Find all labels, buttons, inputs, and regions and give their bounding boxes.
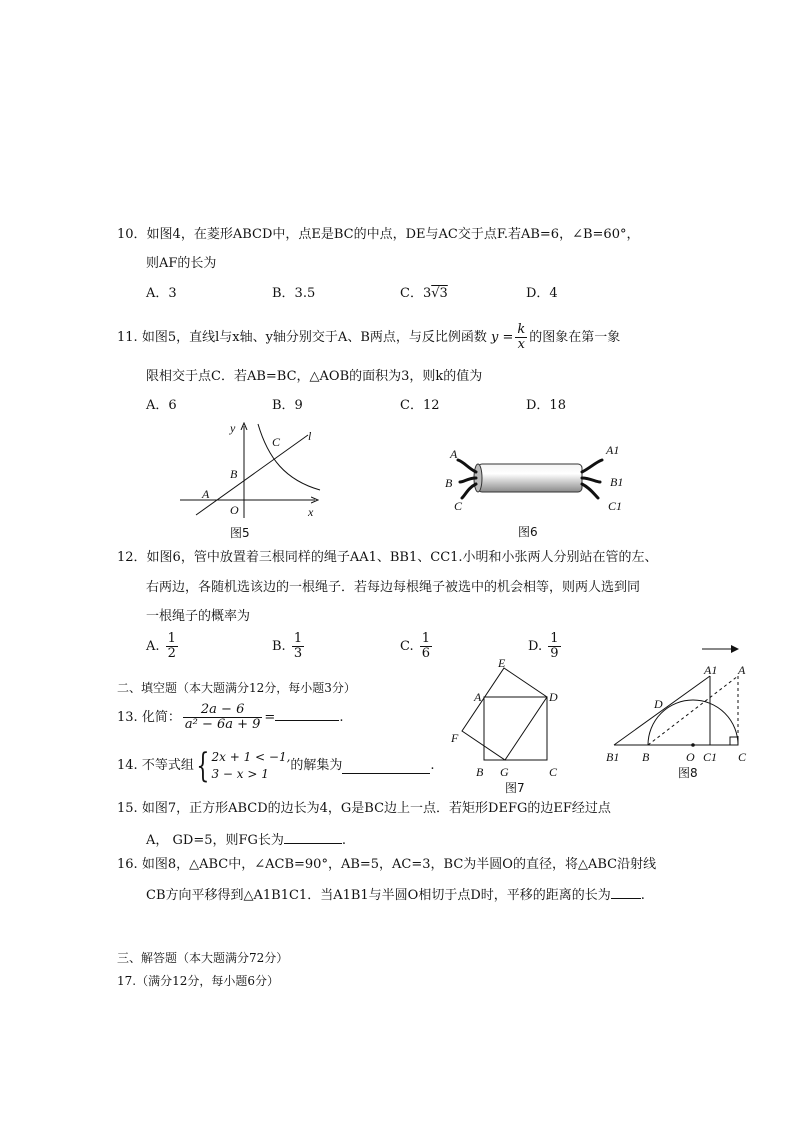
fig8-label-c: C — [738, 750, 747, 764]
q10-line1 — [117, 226, 639, 244]
q16-text-line2: CB方向平移得到△A1B1C1．当A1B1与半圆O相切于点D时，平移的距离的长为 — [146, 888, 611, 903]
q12-option-d-label: D. — [528, 639, 543, 654]
fig6-caption: 图6 — [518, 525, 538, 539]
fig8-right-angle — [730, 737, 738, 745]
q13-line — [117, 703, 343, 732]
q12-option-a — [146, 632, 180, 661]
fig5-label-l: l — [308, 429, 312, 443]
q13-frac-den: a² − 6a + 9 — [184, 717, 261, 732]
fig7-label-d: D — [549, 690, 558, 704]
q15-end: . — [341, 833, 347, 848]
fig8-caption: 图8 — [678, 766, 698, 780]
fig5-label-y: y — [230, 421, 236, 435]
fig8-label-c1: C1 — [703, 750, 718, 764]
q15-answer-blank[interactable] — [284, 829, 342, 844]
fig8-label-o: O — [686, 750, 695, 764]
fig8-label-a: A — [738, 663, 746, 677]
fig5-line-l — [196, 435, 308, 515]
figure-7 — [448, 655, 568, 795]
q11-option-a: A．6 — [146, 398, 177, 413]
fig6-label-a: A — [450, 447, 458, 461]
fig6-label-b: B — [445, 476, 453, 490]
q16-number: 16. — [117, 857, 138, 872]
q13-text: 化简： — [141, 710, 181, 725]
fig8-label-d: D — [654, 697, 663, 711]
q11-text-c: 的图象在第一象 — [529, 330, 621, 345]
fig5-label-x: x — [308, 505, 314, 519]
q10-option-c — [400, 285, 448, 303]
q15-line1 — [117, 800, 611, 818]
fig7-rectangle-defg — [462, 668, 547, 760]
q12-number: 12． — [117, 550, 147, 565]
q12-option-b-den: 3 — [293, 646, 303, 661]
fig6-label-b1: B1 — [610, 475, 624, 489]
q12-option-a-frac — [166, 632, 178, 661]
q12-option-d-den: 9 — [550, 646, 559, 661]
q12-option-d-num: 1 — [550, 631, 559, 646]
q11-option-d: D．18 — [526, 398, 566, 413]
q11-option-b: B．9 — [272, 398, 303, 413]
q12-text-line1: 如图6，管中放置着三根同样的绳子AA1、BB1、CC1.小明和小张两人分别站在管的左、 — [146, 550, 658, 565]
q11-text-a: 如图5，直线l与x轴、y轴分别交于A、B两点，与反比例函数 — [141, 330, 487, 345]
q12-option-b-label: B. — [272, 639, 286, 654]
q15-line2 — [146, 829, 346, 850]
q12-line2: 右两边，各随机选该边的一根绳子．若每边每根绳子被选中的机会相等，则两人选到同 — [146, 580, 641, 595]
q11-line2: 限相交于点C．若AB=BC，△AOB的面积为3，则k的值为 — [146, 369, 483, 384]
fig7-label-f: F — [451, 731, 459, 745]
fig7-label-e: E — [498, 656, 506, 670]
q14-answer-blank[interactable] — [342, 759, 430, 774]
fig7-label-a: A — [474, 690, 482, 704]
q11-number: 11. — [117, 330, 138, 345]
q12-option-c — [400, 632, 434, 661]
q16-answer-blank[interactable] — [611, 884, 641, 899]
q11-line1 — [117, 323, 620, 352]
fig7-label-c: C — [549, 765, 558, 779]
q15-text-line1: 如图7，正方形ABCD的边长为4，G是BC边上一点．若矩形DEFG的边EF经过点 — [141, 801, 611, 816]
fig8-label-b1: B1 — [606, 750, 620, 764]
q14-end2: . — [430, 758, 435, 773]
q12-line1 — [117, 549, 658, 567]
q11-option-c: C．12 — [400, 398, 440, 413]
q12-line3: 一根绳子的概率为 — [146, 609, 251, 624]
fig6-label-a1: A1 — [606, 443, 620, 457]
fig7-square-abcd — [484, 697, 547, 760]
q12-option-a-den: 2 — [167, 646, 176, 661]
fig5-label-c: C — [272, 435, 281, 449]
q10-option-a: A．3 — [146, 286, 177, 301]
q10-text-line1: 如图4，在菱形ABCD中，点E是BC的中点，DE与AC交于点F.若AB=6，∠B=60°， — [146, 227, 640, 242]
fig6-label-c1: C1 — [608, 499, 623, 513]
fig7-label-b: B — [476, 765, 484, 779]
q10-line2: 则AF的长为 — [146, 256, 217, 271]
q14-text: 不等式组 — [141, 758, 194, 773]
fig8-label-b: B — [642, 750, 650, 764]
q12-option-a-num: 1 — [167, 631, 176, 646]
q11-frac-den: x — [517, 337, 525, 352]
q10-option-c-sqrt: √3 — [431, 286, 448, 301]
q16-line2 — [146, 884, 645, 905]
q14-row1: 2x + 1 < −1, — [211, 750, 291, 764]
fig5-label-a: A — [202, 487, 210, 501]
q10-option-c-label: C．3 — [400, 286, 432, 301]
q11-fraction — [515, 323, 527, 352]
q14-brace: { — [196, 746, 210, 786]
fig8-label-a1: A1 — [704, 663, 718, 677]
q11-y-eq: y = — [491, 330, 514, 345]
fig6-tube — [478, 464, 582, 492]
q12-option-b-num: 1 — [293, 631, 303, 646]
figure-5 — [170, 418, 330, 543]
q13-answer-blank[interactable] — [275, 706, 339, 721]
q12-option-c-frac — [420, 632, 432, 661]
q12-option-b — [272, 632, 306, 661]
q10-option-b: B．3.5 — [272, 286, 316, 301]
section2-heading: 二、填空题（本大题满分12分，每小题3分） — [117, 681, 356, 695]
q16-text-line1: 如图8，△ABC中，∠ACB=90°，AB=5，AC=3，BC为半圆O的直径，将△ABC沿射线 — [141, 857, 657, 872]
q16-end: . — [640, 888, 645, 903]
q14-number: 14. — [117, 758, 138, 773]
q13-end: . — [339, 710, 344, 725]
q14-line — [117, 746, 435, 786]
q14-system — [211, 749, 290, 783]
q14-end1: 的解集为 — [290, 758, 343, 773]
q13-eq: = — [264, 710, 276, 725]
q12-option-a-label: A. — [146, 639, 160, 654]
section3-heading: 三、解答题（本大题满分72分） — [117, 951, 289, 965]
fig8-center-o — [691, 743, 695, 747]
fig5-caption: 图5 — [230, 526, 250, 540]
figure-8 — [604, 640, 754, 780]
q15-text-line2: A， GD=5，则FG长为 — [146, 833, 284, 848]
fig5-label-o: O — [230, 503, 239, 517]
fig6-label-c: C — [454, 499, 463, 513]
fig7-caption: 图7 — [505, 781, 525, 795]
q13-fraction — [183, 703, 263, 732]
q12-option-c-label: C. — [400, 639, 414, 654]
q15-number: 15. — [117, 801, 138, 816]
q11-frac-num: k — [517, 322, 526, 337]
q12-option-b-frac — [292, 632, 304, 661]
q12-option-c-num: 1 — [421, 631, 431, 646]
q10-number: 10． — [117, 227, 147, 242]
q14-row2: 3 − x > 1 — [211, 767, 269, 781]
q13-frac-num: 2a − 6 — [183, 703, 263, 718]
q17-heading: 17.（满分12分，每小题6分） — [117, 974, 279, 988]
figure-6 — [440, 440, 630, 540]
fig7-label-g: G — [500, 765, 509, 779]
q10-option-d: D．4 — [526, 286, 558, 301]
fig5-label-b: B — [230, 467, 238, 481]
q16-line1 — [117, 856, 656, 874]
q13-number: 13. — [117, 710, 138, 725]
q12-option-c-den: 6 — [421, 646, 431, 661]
